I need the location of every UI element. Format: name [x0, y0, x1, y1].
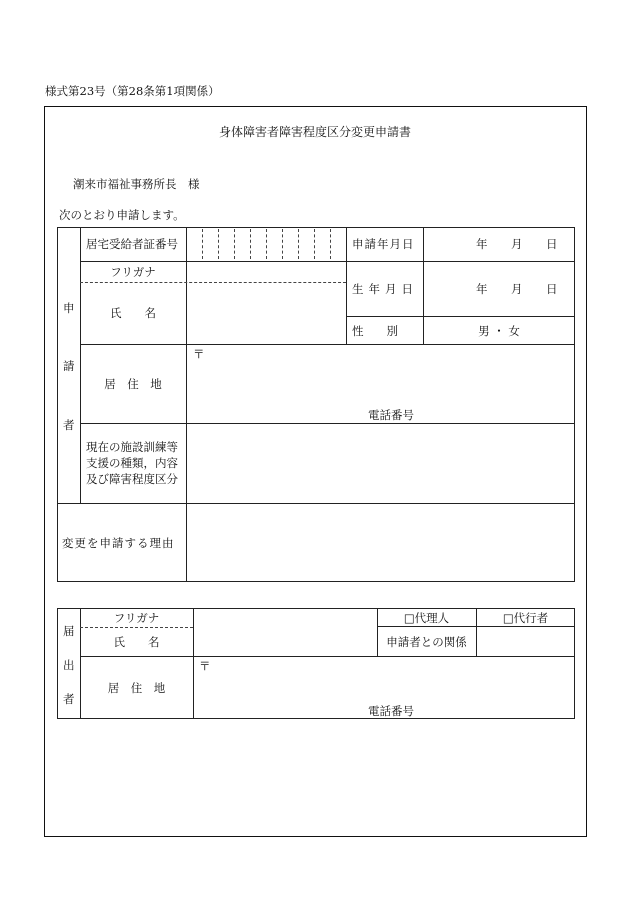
change-reason-label: 変更を申請する理由	[62, 536, 175, 550]
proxy-checkbox[interactable]: □代行者	[502, 611, 549, 625]
applicant-section-char-3: 者	[63, 418, 75, 432]
application-date-month: 月	[511, 237, 523, 251]
sex-label: 性 別	[352, 324, 398, 338]
applicant-table	[57, 227, 575, 582]
sex-options: 男 ・ 女	[478, 324, 520, 338]
birth-date-label: 生年月日	[352, 282, 418, 296]
notifier-address-label: 居 住 地	[107, 681, 166, 695]
notifier-section-char-1: 届	[63, 624, 75, 638]
applicant-name-label: 氏 名	[110, 306, 156, 320]
notifier-section-char-2: 出	[63, 658, 75, 672]
notifier-furigana-label: フリガナ	[113, 611, 160, 625]
intro-text: 次のとおり申請します。	[59, 208, 185, 222]
form-title: 身体障害者障害程度区分変更申請書	[218, 125, 411, 139]
current-service-label-line-2: 支援の種類，内容	[86, 456, 178, 470]
form-number: 様式第23号（第28条第1項関係）	[45, 84, 220, 98]
notifier-postal-mark: 〒	[199, 659, 211, 673]
birth-date-month: 月	[511, 282, 523, 296]
applicant-furigana-label: フリガナ	[110, 265, 156, 279]
application-date-label: 申請年月日	[352, 237, 415, 251]
notifier-phone-label: 電話番号	[368, 704, 414, 718]
recipient-id-label: 居宅受給者証番号	[86, 237, 178, 251]
applicant-section-char-2: 請	[63, 359, 75, 373]
birth-date-day: 日	[546, 282, 558, 296]
addressee: 潮来市福祉事務所長 様	[73, 177, 200, 191]
current-service-label-line-1: 現在の施設訓練等	[86, 440, 178, 454]
notifier-section-char-3: 者	[63, 692, 75, 706]
applicant-phone-label: 電話番号	[368, 408, 414, 422]
current-service-label-line-3: 及び障害程度区分	[86, 472, 178, 486]
birth-date-year: 年	[476, 282, 488, 296]
agent-checkbox[interactable]: □代理人	[403, 611, 450, 625]
applicant-section-char-1: 申	[63, 301, 75, 315]
relation-label: 申請者との関係	[386, 635, 467, 649]
applicant-address-label: 居 住 地	[104, 377, 162, 391]
application-date-year: 年	[476, 237, 488, 251]
application-date-day: 日	[546, 237, 558, 251]
applicant-postal-mark: 〒	[193, 347, 205, 361]
notifier-name-label: 氏 名	[113, 635, 160, 649]
